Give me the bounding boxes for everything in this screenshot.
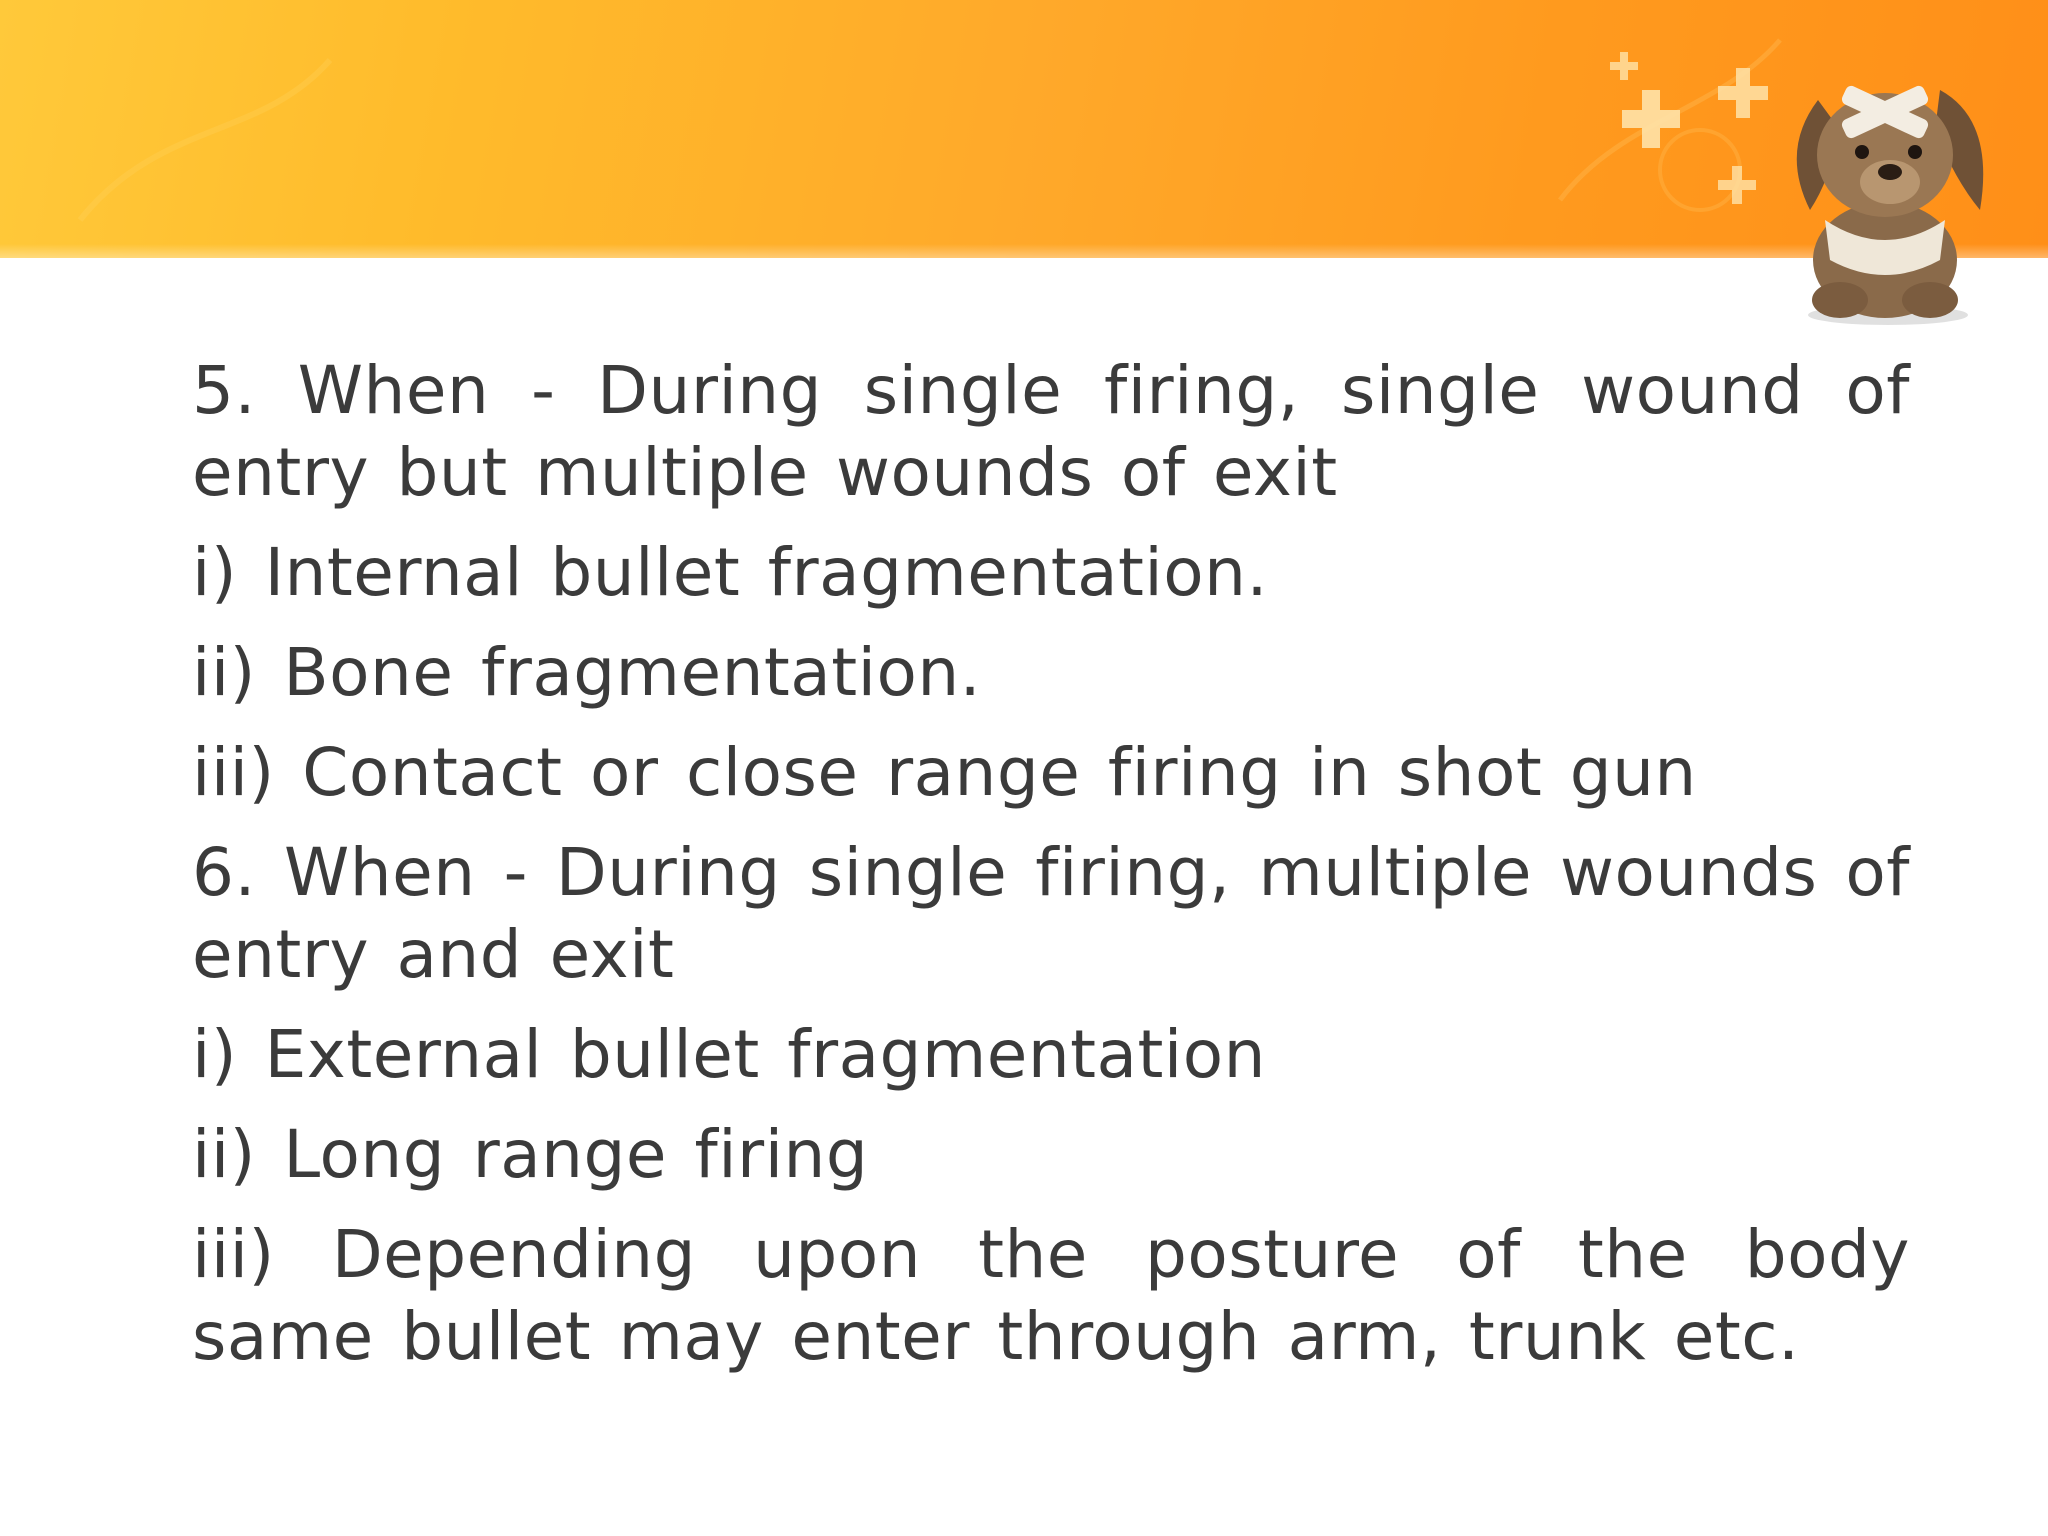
header-banner <box>0 0 2048 258</box>
list-item: 5. When - During single firing, single wound of entry but multiple wounds of exit <box>192 352 1910 511</box>
banner-decoration <box>0 0 2048 258</box>
list-item: iii) Contact or close range firing in shot gun <box>192 734 1697 811</box>
bandaged-teddy-dog-icon <box>1770 60 2000 330</box>
slide-content <box>192 350 1910 1396</box>
list-item: i) External bullet fragmentation <box>192 1016 1266 1093</box>
plus-sign-icon <box>1718 166 1756 204</box>
list-item: ii) Long range firing <box>192 1116 869 1193</box>
plus-sign-icon <box>1610 52 1638 80</box>
list-item: 6. When - During single firing, multiple wounds of entry and exit <box>192 834 1910 993</box>
list-item: i) Internal bullet fragmentation. <box>192 534 1268 611</box>
list-item: iii) Depending upon the posture of the body same bullet may enter through arm, trunk etc. <box>192 1216 1910 1375</box>
plus-sign-icon <box>1718 68 1768 118</box>
list-item: ii) Bone fragmentation. <box>192 634 982 711</box>
